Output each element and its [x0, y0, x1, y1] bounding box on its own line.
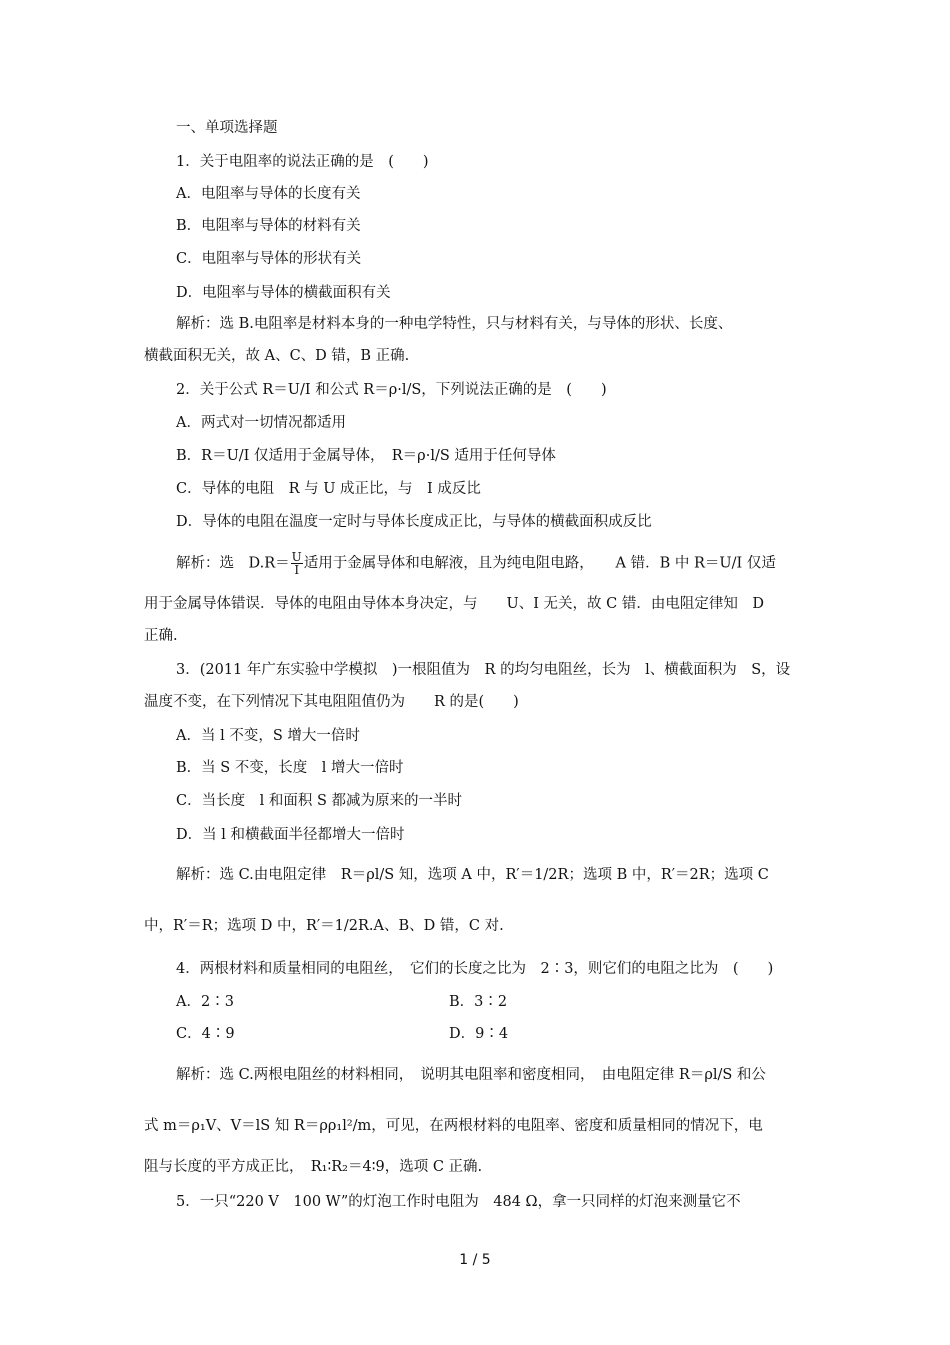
question-3-stem-line-1: 3．(2011 年广东实验中学模拟 )一根阻值为 R 的均匀电阻丝，长为 l、横截面积为 S，设 [176, 662, 791, 678]
question-1-option-d: D．电阻率与导体的横截面积有关 [176, 285, 391, 301]
question-4-analysis-line-1: 解析：选 C.两根电阻丝的材料相同， 说明其电阻率和密度相同， 由电阻定律 R＝ρl/S 和公 [176, 1067, 766, 1083]
question-1-option-b: B．电阻率与导体的材料有关 [176, 218, 361, 234]
question-3-stem-line-2: 温度不变，在下列情况下其电阻阻值仍为 R 的是( ) [144, 694, 519, 710]
question-3-analysis-line-1: 解析：选 C.由电阻定律 R＝ρl/S 知，选项 A 中，R′＝1/2R；选项 B 中，R′＝2R；选项 C [176, 867, 769, 883]
question-1-option-a: A．电阻率与导体的长度有关 [176, 186, 361, 202]
question-4-option-b: B．3∶2 [449, 994, 508, 1010]
question-2-option-a: A．两式对一切情况都适用 [176, 415, 346, 431]
question-2-analysis-line-2: 用于金属导体错误．导体的电阻由导体本身决定，与 U、I 无关，故 C 错．由电阻定律知 D [144, 596, 764, 612]
question-3-option-b: B．当 S 不变，长度 l 增大一倍时 [176, 760, 404, 776]
question-2-analysis-line-1 [176, 551, 776, 576]
question-3-analysis-line-2: 中，R′＝R；选项 D 中，R′＝1/2R.A、B、D 错，C 对. [144, 918, 504, 934]
question-3-option-c: C．当长度 l 和面积 S 都减为原来的一半时 [176, 793, 462, 809]
question-4-option-c: C．4∶9 [176, 1026, 235, 1042]
analysis-suffix: 适用于金属导体和电解液，且为纯电阻电路， A 错．B 中 R＝U/I 仅适 [303, 555, 776, 572]
question-3-option-d: D．当 l 和横截面半径都增大一倍时 [176, 827, 405, 843]
question-4-analysis-line-3: 阻与长度的平方成正比， R₁∶R₂＝4∶9，选项 C 正确. [144, 1159, 483, 1175]
page-number: 1 / 5 [459, 1252, 491, 1268]
question-2-option-c: C．导体的电阻 R 与 U 成正比，与 I 成反比 [176, 481, 481, 497]
question-4-analysis-line-2: 式 m＝ρ₁V、V＝lS 知 R＝ρρ₁l²/m，可见，在两根材料的电阻率、密度和质量相同的情况下，电 [144, 1118, 763, 1134]
question-5-stem: 5．一只“220 V 100 W”的灯泡工作时电阻为 484 Ω，拿一只同样的灯泡来测量它不 [176, 1194, 741, 1210]
analysis-prefix: 解析：选 D.R＝ [176, 555, 290, 572]
question-2-option-b: B．R＝U/I 仅适用于金属导体， R＝ρ·l/S 适用于任何导体 [176, 448, 556, 464]
fraction [291, 551, 303, 576]
fraction-numerator: U [291, 550, 302, 564]
fraction-denominator: I [294, 563, 300, 577]
question-1-analysis-line-2: 横截面积无关，故 A、C、D 错，B 正确. [144, 348, 410, 364]
section-title: 一、单项选择题 [176, 120, 278, 136]
question-1-analysis-line-1: 解析：选 B.电阻率是材料本身的一种电学特性，只与材料有关，与导体的形状、长度、 [176, 316, 733, 332]
question-4-stem: 4．两根材料和质量相同的电阻丝， 它们的长度之比为 2∶3，则它们的电阻之比为 ( ) [176, 961, 774, 977]
question-1-stem: 1．关于电阻率的说法正确的是 ( ) [176, 154, 429, 170]
question-3-option-a: A．当 l 不变，S 增大一倍时 [176, 728, 360, 744]
question-4-option-d: D．9∶4 [449, 1026, 509, 1042]
question-2-option-d: D．导体的电阻在温度一定时与导体长度成正比，与导体的横截面积成反比 [176, 514, 652, 530]
question-4-option-a: A．2∶3 [176, 994, 234, 1010]
question-1-option-c: C．电阻率与导体的形状有关 [176, 251, 362, 267]
question-2-stem: 2．关于公式 R＝U/I 和公式 R＝ρ·l/S，下列说法正确的是 ( ) [176, 382, 607, 398]
question-2-analysis-line-3: 正确. [144, 628, 178, 644]
